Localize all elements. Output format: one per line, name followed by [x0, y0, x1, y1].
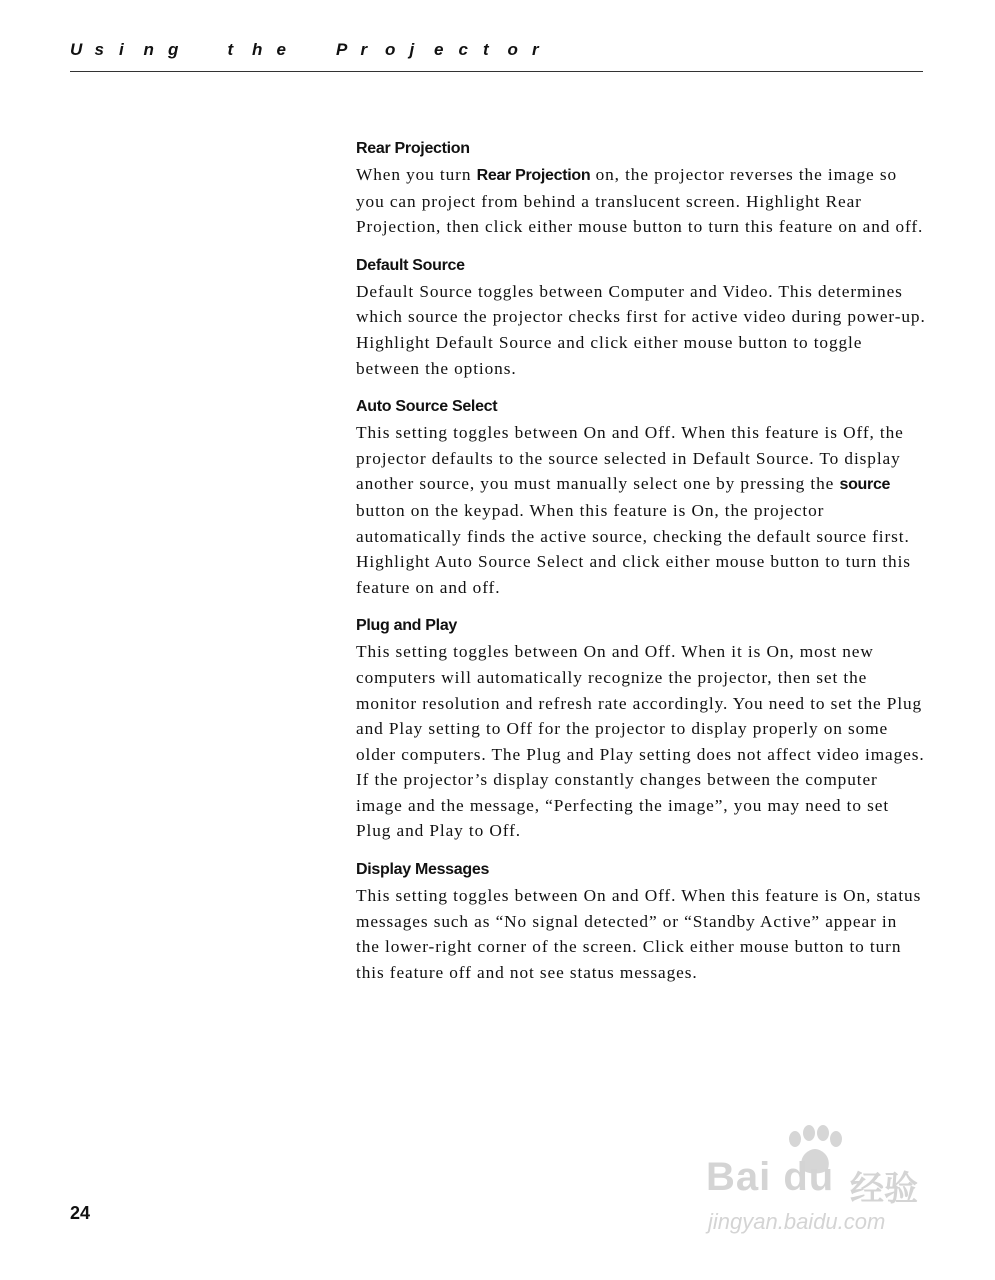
section-title: Auto Source Select — [356, 398, 498, 416]
section-body: When you turn Rear Projection on, the projector reverses the image so you can project from behind a translucent screen. Highlight Rear Projection, then click either mouse button to turn this feature on and off. — [356, 165, 924, 237]
section-plug-and-play — [356, 615, 926, 844]
section-body: This setting toggles between On and Off. When it is On, most new computers will automatically recognize the projector, then set the monitor resolution and refresh rate accordingly. You need to set the Plug and Play setting to Off for the projector to display properly on some older computers. The Plug and Play setting does not affect video images. — [356, 642, 925, 764]
section-body: This setting toggles between On and Off. When this feature is On, status messages such as “No signal detected” or “Standby Active” appear in the lower-right corner of the screen. Click either mouse button to turn this feature off and not see status messages. — [356, 886, 922, 982]
watermark-url: jingyan.baidu.com — [708, 1209, 886, 1234]
main-content — [356, 138, 926, 1000]
keyword: source — [839, 476, 891, 494]
page-number: 24 — [70, 1203, 91, 1223]
running-header — [70, 40, 923, 60]
section-title: Plug and Play — [356, 617, 458, 635]
watermark — [700, 1125, 945, 1245]
section-body-2: If the projector’s display constantly changes between the computer image and the message, “Perfecting the image”, you may need to set Plug and Play to Off. — [356, 770, 890, 841]
section-display-messages — [356, 859, 926, 985]
section-auto-source-select — [356, 396, 926, 600]
header-rule — [70, 71, 923, 72]
watermark-brand: Bai du — [706, 1155, 835, 1199]
section-body: Default Source toggles between Computer and Video. This determines which source the projector checks first for active video during power-up. Highlight Default Source and click either mouse button to toggle between the options. — [356, 281, 926, 378]
keyword: Rear Projection — [476, 167, 591, 184]
section-title: Display Messages — [356, 861, 490, 879]
header-word-2: t h e — [227, 40, 286, 59]
section-rear-projection — [356, 138, 926, 240]
watermark-cn: 经验 — [850, 1169, 918, 1209]
section-body: This setting toggles between On and Off. When this feature is Off, the projector defaults to the source selected in Default Source. To display another source, you must manually select one by pressing the source button on the keypad. When this feature is On, the projector automatically finds the active source, checking the default source first. Highlight Auto Source Select and click either mouse button to turn this feature on and off. — [356, 423, 911, 597]
section-default-source — [356, 255, 926, 381]
header-word-1: U s i n g — [70, 40, 179, 59]
section-title: Rear Projection — [356, 140, 470, 157]
header-word-3: P r o j e c t o r — [336, 40, 539, 59]
section-title: Default Source — [356, 256, 465, 274]
